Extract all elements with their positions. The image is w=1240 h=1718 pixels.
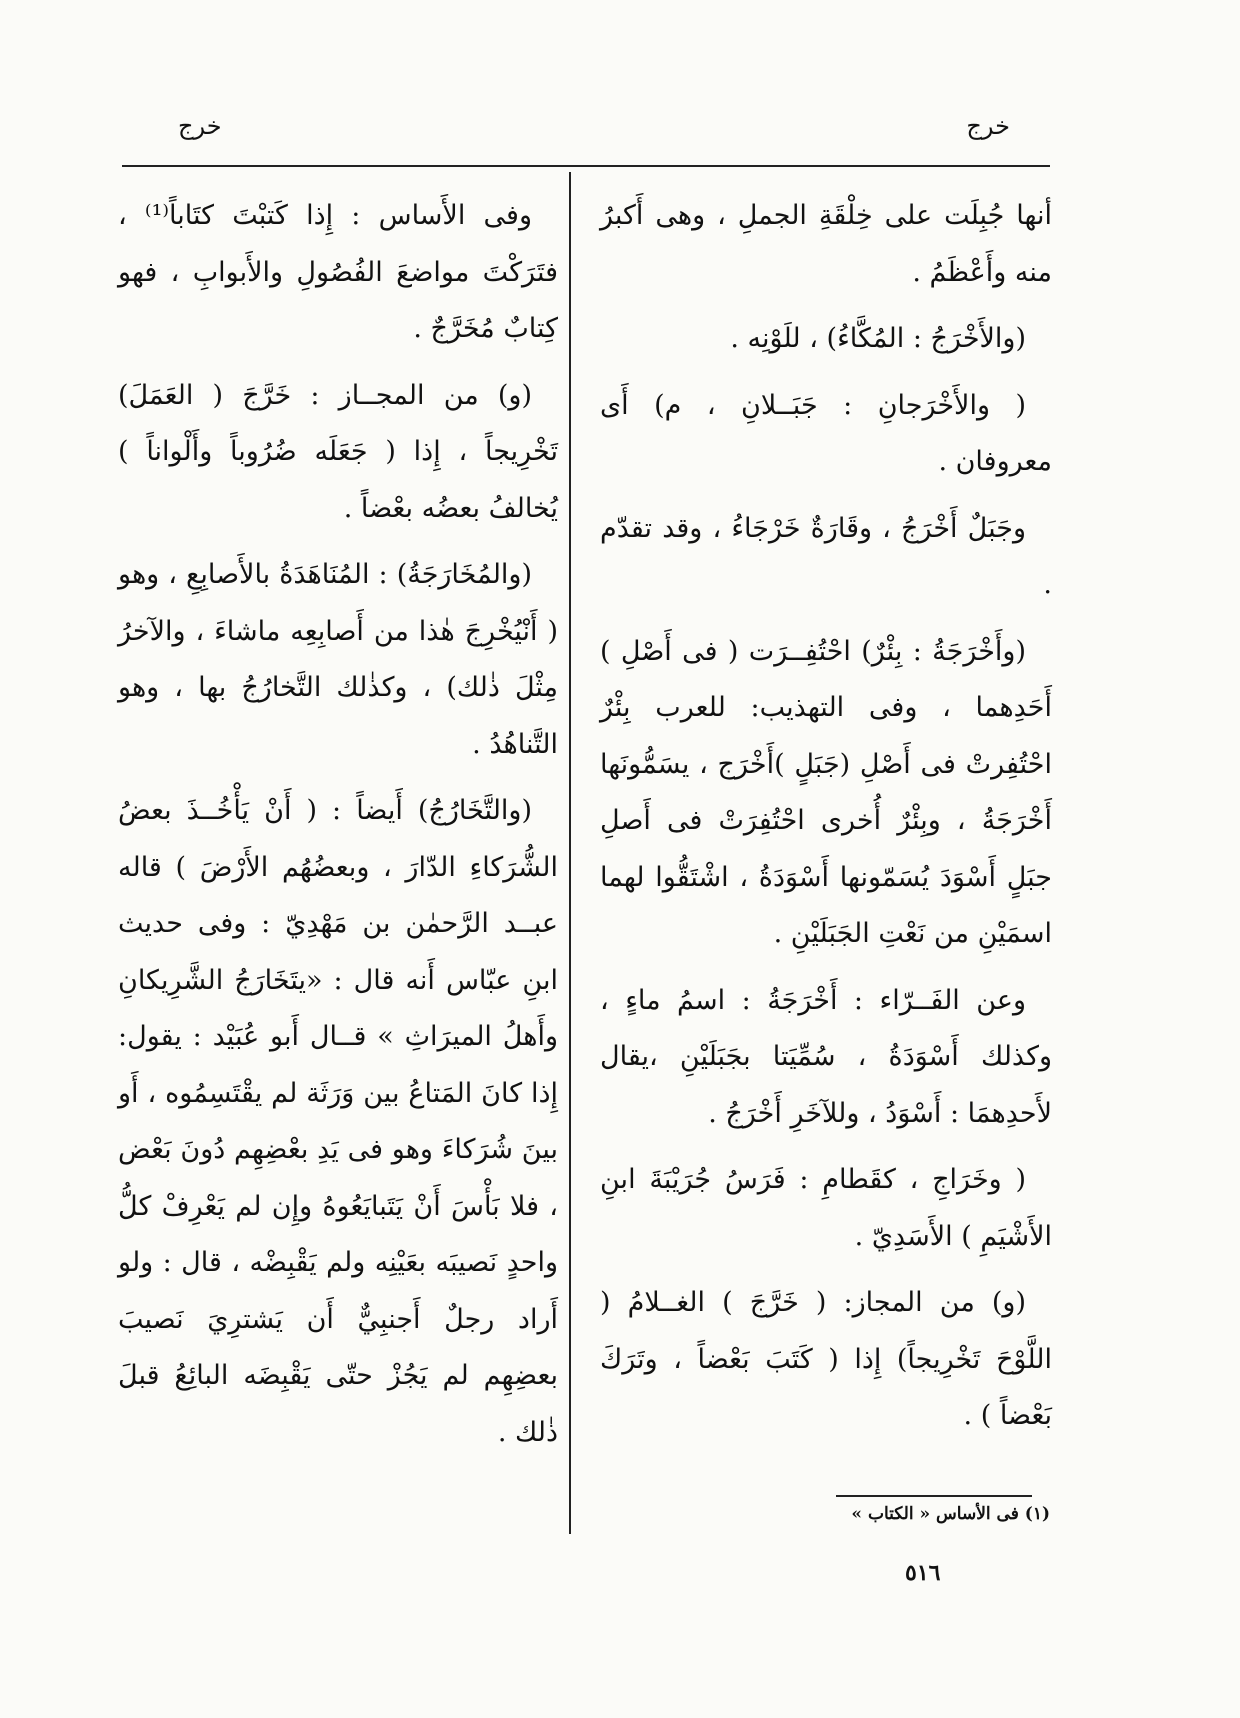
header-rule: [122, 165, 1050, 167]
column-divider: [569, 172, 571, 1534]
paragraph: (والمُخَارَجَةُ) : المُنَاهَدَةُ بالأَصابِعِ ، وهو ( أَنْيُخْرِجَ هٰذا من أَصابِعِه ماشاءَ ، والآخرُ مِثْلَ ذٰلك) ، وكذٰلك التَّخارُجُ بها ، وهو التَّناهُدُ .: [118, 559, 558, 760]
paragraph: (و) من المجــاز : خَرَّجَ ( العَمَلَ) تَخْرِيجاً ، إِذا ( جَعَلَه ضُرُوباً وأَلْواناً ) يُخالفُ بعضُه بعْضاً .: [118, 379, 558, 524]
paragraph: (وأَخْرَجَةُ : بِئْرٌ) احْتُفِــرَت ( فى أَصْلِ ) أَحَدِهما ، وفى التهذيب: للعرب بِئْرٌ احْتُفِرتْ فى أَصْلِ (جَبَلٍ )أَخْرَج ، يسَمُّونَها أَخْرَجَةُ ، وبِئْرٌ أُخرى احْتُفِرَتْ فى أَصلِ جبَلٍ أَسْوَدَ يُسَمّونها أَسْوَدَةُ ، اشْتَقُّوا لهما اسمَيْنِ من نَعْتِ الجَبَلَيْنِ .: [600, 635, 1052, 949]
paragraph: ( وخَرَاجِ ، كقَطامِ : فَرَسُ جُرَيْبَةَ ابنِ الأَشْيَمِ ) الأَسَدِيّ .: [600, 1164, 1052, 1252]
footnote-rule: [836, 1495, 1032, 1497]
running-head-right: خرج: [966, 112, 1010, 140]
running-head-left: خرج: [178, 112, 222, 140]
right-column: [600, 188, 1052, 1455]
paragraph: وعن الفَــرّاء : أَخْرَجَةُ : اسمُ ماءٍ ، وكذلك أَسْوَدَةُ ، سُمِّيَتا بجَبَلَيْنِ ،يقال لأَحدِهمَا : أَسْوَدُ ، وللآخَرِ أَخْرَجُ .: [600, 984, 1052, 1129]
paragraph: ( والأَخْرَجانِ : جَبَــلانِ ، م) أَى معروفان .: [600, 389, 1052, 477]
paragraph: (و) من المجاز: ( خَرَّجَ ) الغــلامُ ( اللَّوْحَ تَخْرِيجاً) إِذا ( كَتَبَ بَعْضاً ، وتَرَكَ بَعْضاً ) .: [600, 1287, 1052, 1431]
paragraph: وفى الأَساس : إِذا كَتبْتَ كتَاباً⁽¹⁾ ، فتَرَكْتَ مواضعَ الفُصُولِ والأَبوابِ ، فهو كِتابٌ مُخَرَّجٌ .: [118, 200, 558, 344]
footnote: (١) فى الأساس « الكتاب »: [851, 1504, 1050, 1524]
paragraph: أنها جُبِلَت على خِلْقَةِ الجملِ ، وهى أَكبرُ منه وأَعْظَمُ .: [600, 200, 1052, 288]
left-column: [118, 188, 558, 1471]
paragraph: (والأَخْرَجُ : المُكَّاءُ) ، للَوْنِه .: [730, 323, 1026, 354]
paragraph: وجَبَلٌ أَخْرَجُ ، وقَارَةٌ خَرْجَاءُ ، وقد تقدّم .: [600, 512, 1052, 600]
paragraph: (والتَّخَارُجُ) أَيضاً : ( أَنْ يَأْخُــذَ بعضُ الشُّرَكاءِ الدّارَ ، وبعضُهُم الأَرْضَ ) قاله عبــد الرَّحمٰن بن مَهْدِيّ : وفى حديث ابنِ عبّاس أَنه قال : «يتَخَارَجُ الشَّرِيكانِ وأَهلُ الميرَاثِ » قــال أَبو عُبَيْد : يقول: إِذا كانَ المَتاعُ بين وَرَثَة لم يقْتَسِمُوه ، أَو بينَ شُرَكاءَ وهو فى يَدِ بعْضِهِم دُونَ بَعْض ، فلا بَأْسَ أَنْ يَتَبايَعُوهُ وإِن لم يَعْرِفْ كلُّ واحدٍ نَصيبَه بعَيْنِه ولم يَقْبِضْه ، قال : ولو أَراد رجلٌ أَجنبِيٌّ أَن يَشترِيَ نَصيبَ بعضِهِم لم يَجُزْ حتّى يَقْبِضَه البائِعُ قبلَ ذٰلك .: [118, 795, 558, 1448]
page-number: ٥١٦: [905, 1560, 941, 1586]
